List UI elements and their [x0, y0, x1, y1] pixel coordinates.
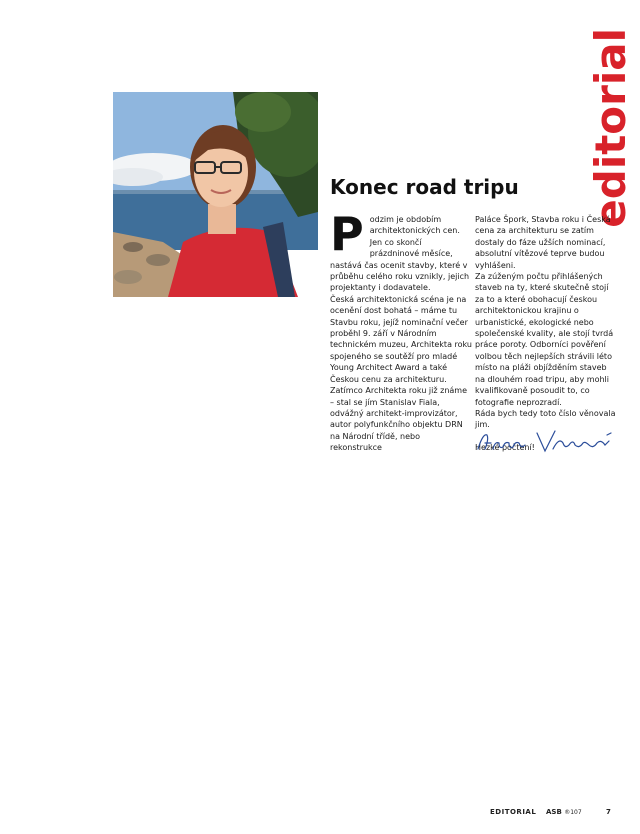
- article-paragraph-1: [330, 207, 472, 294]
- article-column-2: [475, 214, 617, 454]
- footer-page-number: 7: [606, 808, 611, 816]
- footer-section-label: EDITORIAL: [490, 808, 537, 816]
- article-paragraph-2: Česká architektonická scéna je na ocenění dost bohatá – máme tu Stavbu roku, jejíž nominační večer proběhl 9. září v Národním technickém muzeu, Architekta roku spojeného se soutěží pro mladé Young Architect Award a také Českou cenu za architekturu. Zatímco Architekta roku již známe – stal se jím Stanislav Fiala, odvážný architekt-improvizátor, autor polyfunkčního objektu DRN na Národní třídě, nebo rekonstrukce: [330, 294, 472, 453]
- section-label-vertical: editorial: [586, 28, 635, 228]
- article-paragraph-1-text: odzim je obdobím architektonických cen. Jen co skončí prázdninové měsíce, nastává čas ocenit stavby, které v průběhu celého roku vznikly, jejich projektanty i dodavatele.: [330, 215, 470, 293]
- article-headline: Konec road tripu: [330, 175, 519, 199]
- footer-magazine: [546, 808, 582, 816]
- footer-issue: ®107: [564, 809, 582, 816]
- footer-magazine-name: ASB: [546, 808, 562, 816]
- editor-portrait-photo: [113, 92, 318, 297]
- article-paragraph-5: Ráda bych tedy toto číslo věnovala jim.: [475, 408, 616, 430]
- article-paragraph-3: Paláce Špork, Stavba roku i Česká cena za architekturu se zatím dostaly do fáze užších nominací, absolutní vítězové teprve budou vyhlášeni.: [475, 215, 611, 270]
- editor-signature: [475, 425, 620, 457]
- article-greeting: Hezké počtení!: [475, 443, 535, 453]
- article-paragraph-4: Za zúženým počtu přihlášených staveb na ty, které skutečně stojí za to a které obohacují českou architektonickou krajinu o urbanistické, ekologické nebo společenské kvality, ale stojí tvrdá práce poroty. Odborníci pověření volbou těch nejlepších strávili léto místo na pláži objížděním staveb na dlouhém road tripu, aby mohli kvalifikovaně posoudit to, co fotografie neprozradí.: [475, 272, 614, 407]
- drop-cap: P: [330, 207, 364, 261]
- article-column-1: [330, 207, 472, 454]
